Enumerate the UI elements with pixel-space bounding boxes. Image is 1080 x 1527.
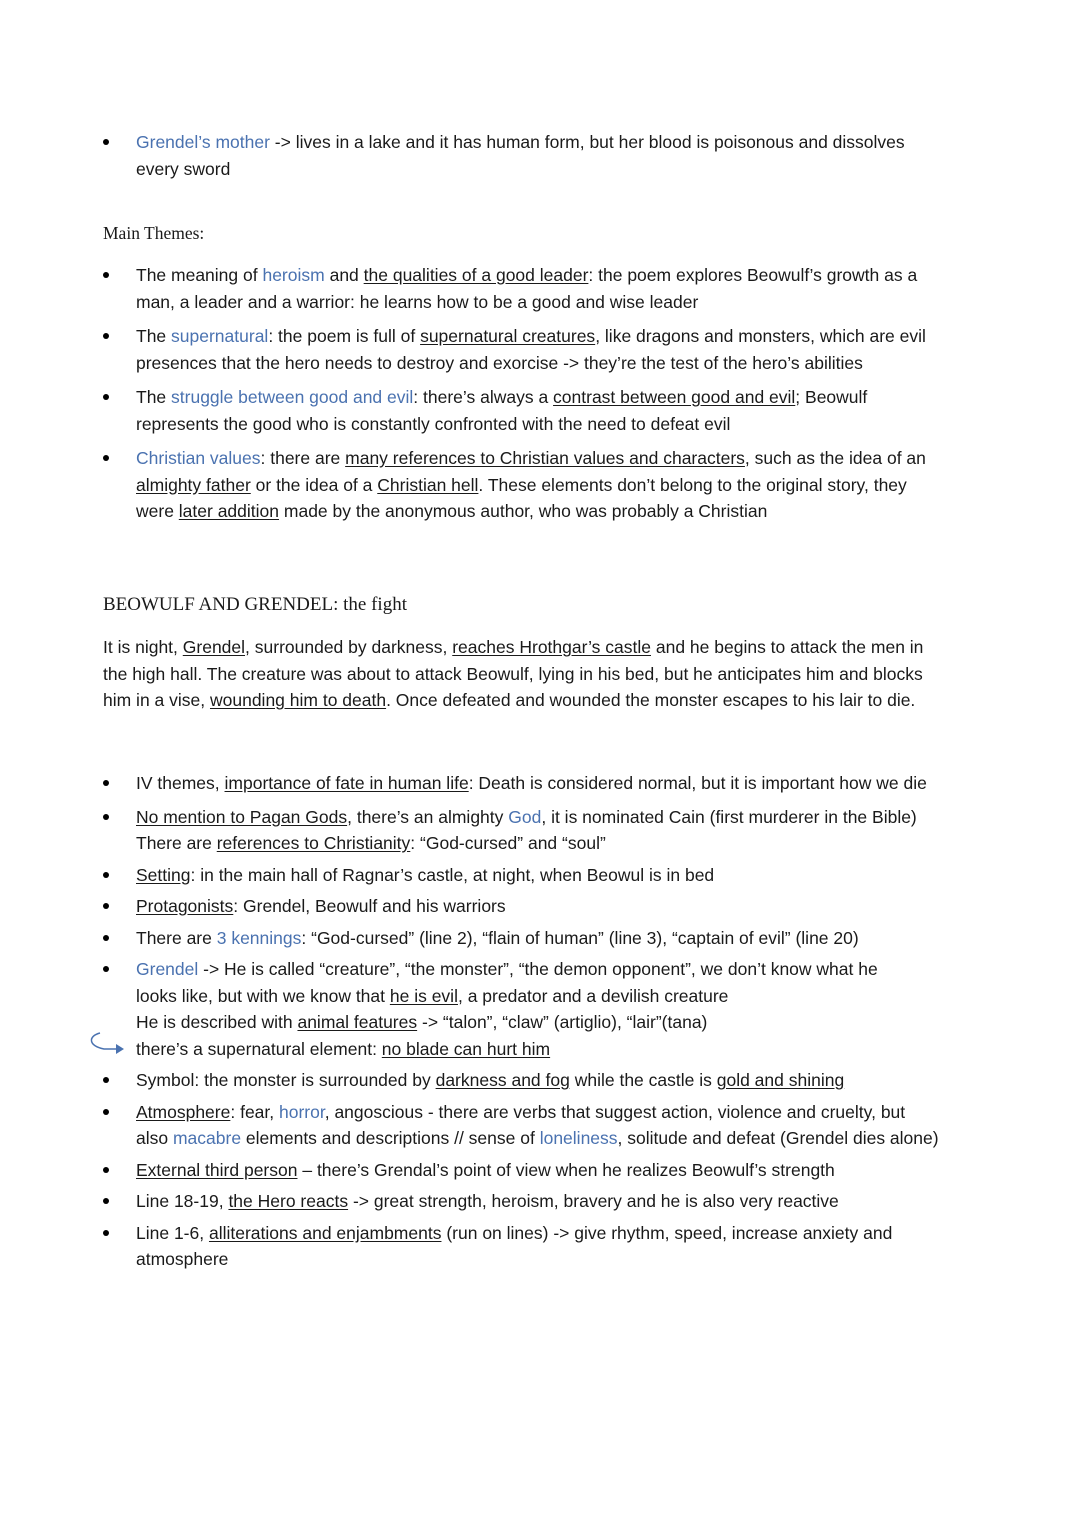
text-span: : in the main hall of Ragnar’s castle, at night, when Beowul is in bed [190,864,715,885]
bullet-icon [103,272,109,278]
text-span: him in a vise, [103,690,210,710]
bullet-icon [103,1077,109,1083]
text-span: , there’s an almighty [347,806,509,827]
text-span: . Once defeated and wounded the monster escapes to his lair to die. [386,690,916,710]
list-item [103,1188,983,1215]
bullet-icon [103,903,109,909]
list-item [103,804,983,857]
text-span: ; Beowulf [795,387,868,407]
text-span: no blade can hurt him [381,1038,551,1059]
text-span: many references to Christian values and characters [345,448,745,468]
text-span: Setting [136,864,191,885]
text-span: supernatural [171,326,269,346]
text-span: and he begins to attack the men in [651,637,924,657]
text-span: macabre [172,1128,242,1148]
text-span: Symbol: the monster is surrounded by [136,1070,436,1090]
text-span: reaches Hrothgar’s castle [452,637,651,657]
text-span: presences that the hero needs to destroy and exorcise -> they’re the test of the hero’s abilities [136,352,863,373]
notes-list [103,770,983,1273]
fight-heading [103,594,407,616]
text-span: (run on lines) -> give rhythm, speed, increase anxiety and [441,1222,893,1243]
bullet-icon [103,139,109,145]
text-span: Christian hell [377,474,479,495]
text-span: loneliness [539,1128,618,1148]
list-item [103,129,983,182]
bullet-icon [103,780,109,786]
text-span: darkness and fog [435,1070,570,1090]
text-span: God [508,806,542,827]
text-span: elements and descriptions // sense of [241,1128,540,1148]
text-span: supernatural creatures [420,326,596,346]
text-span: , surrounded by darkness, [245,637,453,657]
text-span: importance of fate in human life [224,773,469,793]
main-themes-heading: Main Themes: [103,223,205,243]
list-item [103,925,983,952]
text-span: There are [136,927,217,948]
list-item [103,1067,983,1094]
text-span: External third person [136,1159,298,1180]
text-span: -> He is called “creature”, “the monster”, “the demon opponent”, we don’t know what he [198,959,878,979]
text-span: gold and shining [716,1070,845,1090]
text-span: animal features [297,1012,418,1032]
text-span: the high hall. The creature was about to attack Beowulf, lying in his bed, but he anticipates him and blocks [103,663,923,684]
text-span: heroism [262,265,325,285]
text-span: The [136,326,172,346]
text-span: contrast between good and evil [553,387,796,407]
text-span: were [136,501,179,521]
text-span: represents the good who is constantly confronted with the need to defeat evil [136,413,731,434]
text-span: struggle between good and evil [171,387,414,407]
text-span: Christian values [136,448,261,468]
themes-list [103,262,983,525]
list-item [103,262,983,315]
list-item [103,862,983,889]
text-span: : the poem explores Beowulf’s growth as a [588,265,918,285]
text-span: : the fight [333,594,407,615]
text-span: Protagonists [136,896,234,916]
text-span: BEOWULF AND GRENDEL [103,594,334,615]
text-span: : Death is considered normal, but it is important how we die [468,773,927,793]
bullet-icon [103,935,109,941]
text-span: he is evil [389,985,458,1006]
bullet-icon [103,814,109,820]
list-item [103,893,983,920]
text-span: : “God-cursed” (line 2), “flain of human” (line 3), “captain of evil” (line 20) [301,927,859,948]
text-span: also [136,1128,173,1148]
fight-paragraph [103,634,983,714]
text-span: the qualities of a good leader [363,265,589,285]
bullet-icon [103,394,109,400]
text-span: . These elements don’t belong to the original story, they [478,474,907,495]
text-span: man, a leader and a warrior: he learns how to be a good and wise leader [136,291,699,312]
text-span: Line 1-6, [136,1222,209,1243]
text-span: : Grendel, Beowulf and his warriors [233,896,506,916]
text-span: later addition [178,501,280,521]
bullet-icon [103,1230,109,1236]
text-span: : there are [260,448,346,468]
text-span: There are [136,833,217,853]
text-span: and [324,265,364,285]
text-span: there’s a supernatural element: [136,1038,382,1059]
list-item [103,770,983,797]
list-item [103,323,983,376]
bullet-icon [103,1109,109,1115]
text-span: made by the anonymous author, who was probably a Christian [279,501,768,521]
text-span: : the poem is full of [268,326,421,346]
text-span: or the idea of a [250,474,378,495]
text-span: Atmosphere [136,1101,231,1122]
bullet-icon [103,966,109,972]
text-span: looks like, but with we know that [136,985,390,1006]
text-span: horror [279,1101,325,1122]
text-span: -> great strength, heroism, bravery and he is also very reactive [348,1191,839,1211]
text-span: -> “talon”, “claw” (artiglio), “lair”(tana) [417,1012,708,1032]
text-span: : “God-cursed” and “soul” [410,833,606,853]
bullet-icon [103,455,109,461]
text-span: , like dragons and monsters, which are evil [595,326,926,346]
text-span: , such as the idea of an [744,448,926,468]
text-span: references to Christianity [216,833,411,853]
text-span: atmosphere [136,1249,229,1269]
bullet-icon [103,333,109,339]
text-span: Grendel’s mother [136,132,270,152]
text-span: , a predator and a devilish creature [457,985,729,1006]
text-span: 3 kennings [216,927,302,948]
text-span: -> lives in a lake and it has human form, but her blood is poisonous and dissolves [269,132,905,152]
list-item [103,1157,983,1184]
grendels-mother-list [103,129,983,182]
text-span: : there’s always a [413,387,554,407]
text-span: almighty father [136,474,251,495]
text-span: the Hero reacts [228,1191,349,1211]
text-span: , angoscious - there are verbs that suggest action, violence and cruelty, but [324,1101,906,1122]
list-item [103,384,983,437]
text-span: The [136,387,172,407]
list-item [103,445,983,525]
text-span: IV themes, [136,773,225,793]
bullet-icon [103,1167,109,1173]
text-span: It is night, [103,637,183,657]
text-span: He is described with [136,1012,298,1032]
bullet-icon [103,1198,109,1204]
curved-arrow-icon [86,1030,126,1058]
text-span: Line 18-19, [136,1191,229,1211]
list-item [103,1220,983,1273]
text-span: : fear, [230,1101,279,1122]
text-span: , it is nominated Cain (first murderer in the Bible) [541,806,917,827]
text-span: No mention to Pagan Gods [136,806,348,827]
text-span: every sword [136,158,231,179]
text-span: The meaning of [136,265,263,285]
text-span: Grendel [136,959,199,979]
list-item [103,956,983,1062]
text-span: wounding him to death [209,690,387,710]
text-span: alliterations and enjambments [208,1222,442,1243]
text-span: while the castle is [569,1070,717,1090]
bullet-icon [103,872,109,878]
text-span: – there’s Grendal’s point of view when he realizes Beowulf’s strength [297,1159,835,1180]
list-item [103,1099,983,1152]
text-span: Grendel [182,637,246,657]
text-span: , solitude and defeat (Grendel dies alone) [617,1128,939,1148]
